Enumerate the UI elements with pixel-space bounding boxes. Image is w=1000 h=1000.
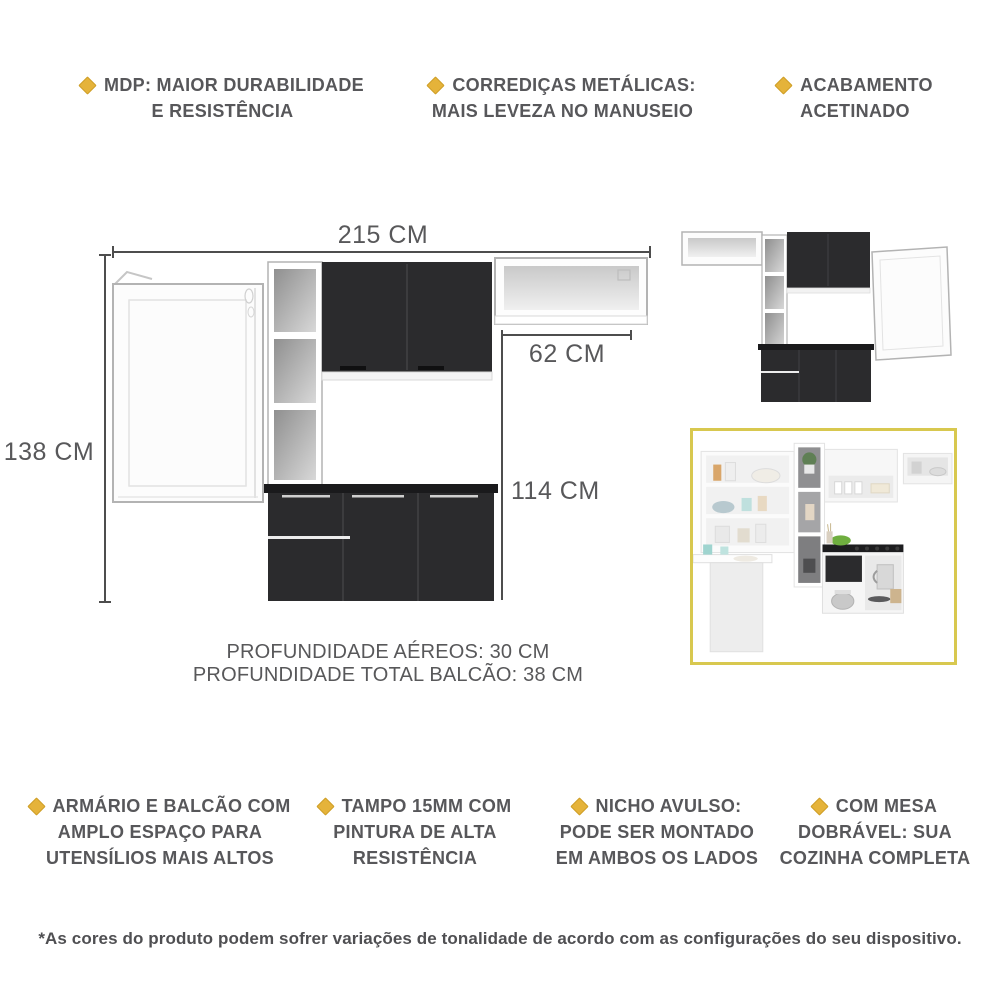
dim-width-label: 215 CM	[337, 221, 429, 249]
feature-tampo	[312, 793, 518, 871]
feature-acabamento	[745, 72, 965, 124]
depth-note	[188, 641, 588, 687]
feature-corredicas	[405, 72, 720, 124]
dim-height-label: 138 CM	[3, 438, 95, 466]
feature-line: ACETINADO	[800, 101, 910, 121]
feature-line: EM AMBOS OS LADOS	[555, 848, 759, 868]
feature-line: NICHO AVULSO:	[595, 796, 742, 816]
bullet-diamond-icon	[78, 77, 96, 95]
feature-line: PINTURA DE ALTA	[333, 822, 497, 842]
depth-note-line: PROFUNDIDADE TOTAL BALCÃO: 38 CM	[192, 664, 584, 686]
feature-line: UTENSÍLIOS MAIS ALTOS	[46, 848, 274, 868]
bullet-diamond-icon	[774, 77, 792, 95]
feature-line: COZINHA COMPLETA	[779, 848, 971, 868]
bullet-diamond-icon	[810, 798, 828, 816]
feature-line: RESISTÊNCIA	[352, 848, 478, 868]
dim-shelf-label: 62 CM	[528, 340, 606, 368]
feature-line: CORREDIÇAS METÁLICAS:	[452, 75, 696, 95]
feature-line: MDP: MAIOR DURABILIDADE	[104, 75, 364, 95]
feature-line: ACABAMENTO	[800, 75, 933, 95]
feature-line: DOBRÁVEL: SUA	[798, 822, 952, 842]
styled-kitchen-render	[693, 431, 954, 662]
bullet-diamond-icon	[427, 77, 445, 95]
feature-line: PODE SER MONTADO	[559, 822, 755, 842]
feature-mdp	[60, 72, 385, 124]
main-drawing	[99, 246, 650, 602]
feature-line: E RESISTÊNCIA	[151, 101, 294, 121]
depth-note-line: PROFUNDIDADE AÉREOS: 30 CM	[226, 641, 550, 663]
bullet-diamond-icon	[316, 798, 334, 816]
niche-tower-drawing	[268, 262, 322, 486]
feature-mesa	[772, 793, 978, 871]
open-shelf-drawing	[495, 258, 647, 324]
feature-line: ARMÁRIO E BALCÃO COM	[52, 796, 291, 816]
feature-nicho	[547, 793, 767, 871]
bullet-diamond-icon	[570, 798, 588, 816]
feature-armario	[15, 793, 305, 871]
dim-base-label: 114 CM	[511, 477, 600, 505]
wall-cabinet-drawing	[322, 262, 492, 380]
feature-line: TAMPO 15MM COM	[341, 796, 512, 816]
bullet-diamond-icon	[27, 798, 45, 816]
feature-line: MAIS LEVEZA NO MANUSEIO	[431, 101, 694, 121]
color-disclaimer-note: *As cores do produto podem sofrer variações de tonalidade de acordo com as configurações do seu dispositivo.	[38, 929, 962, 948]
feature-line: COM MESA	[835, 796, 938, 816]
alternate-orientation-drawing	[682, 232, 951, 402]
base-cabinet-drawing	[264, 484, 498, 601]
folding-table-drawing	[113, 272, 263, 502]
styled-kitchen-photo	[690, 428, 957, 665]
feature-line: AMPLO ESPAÇO PARA	[57, 822, 263, 842]
